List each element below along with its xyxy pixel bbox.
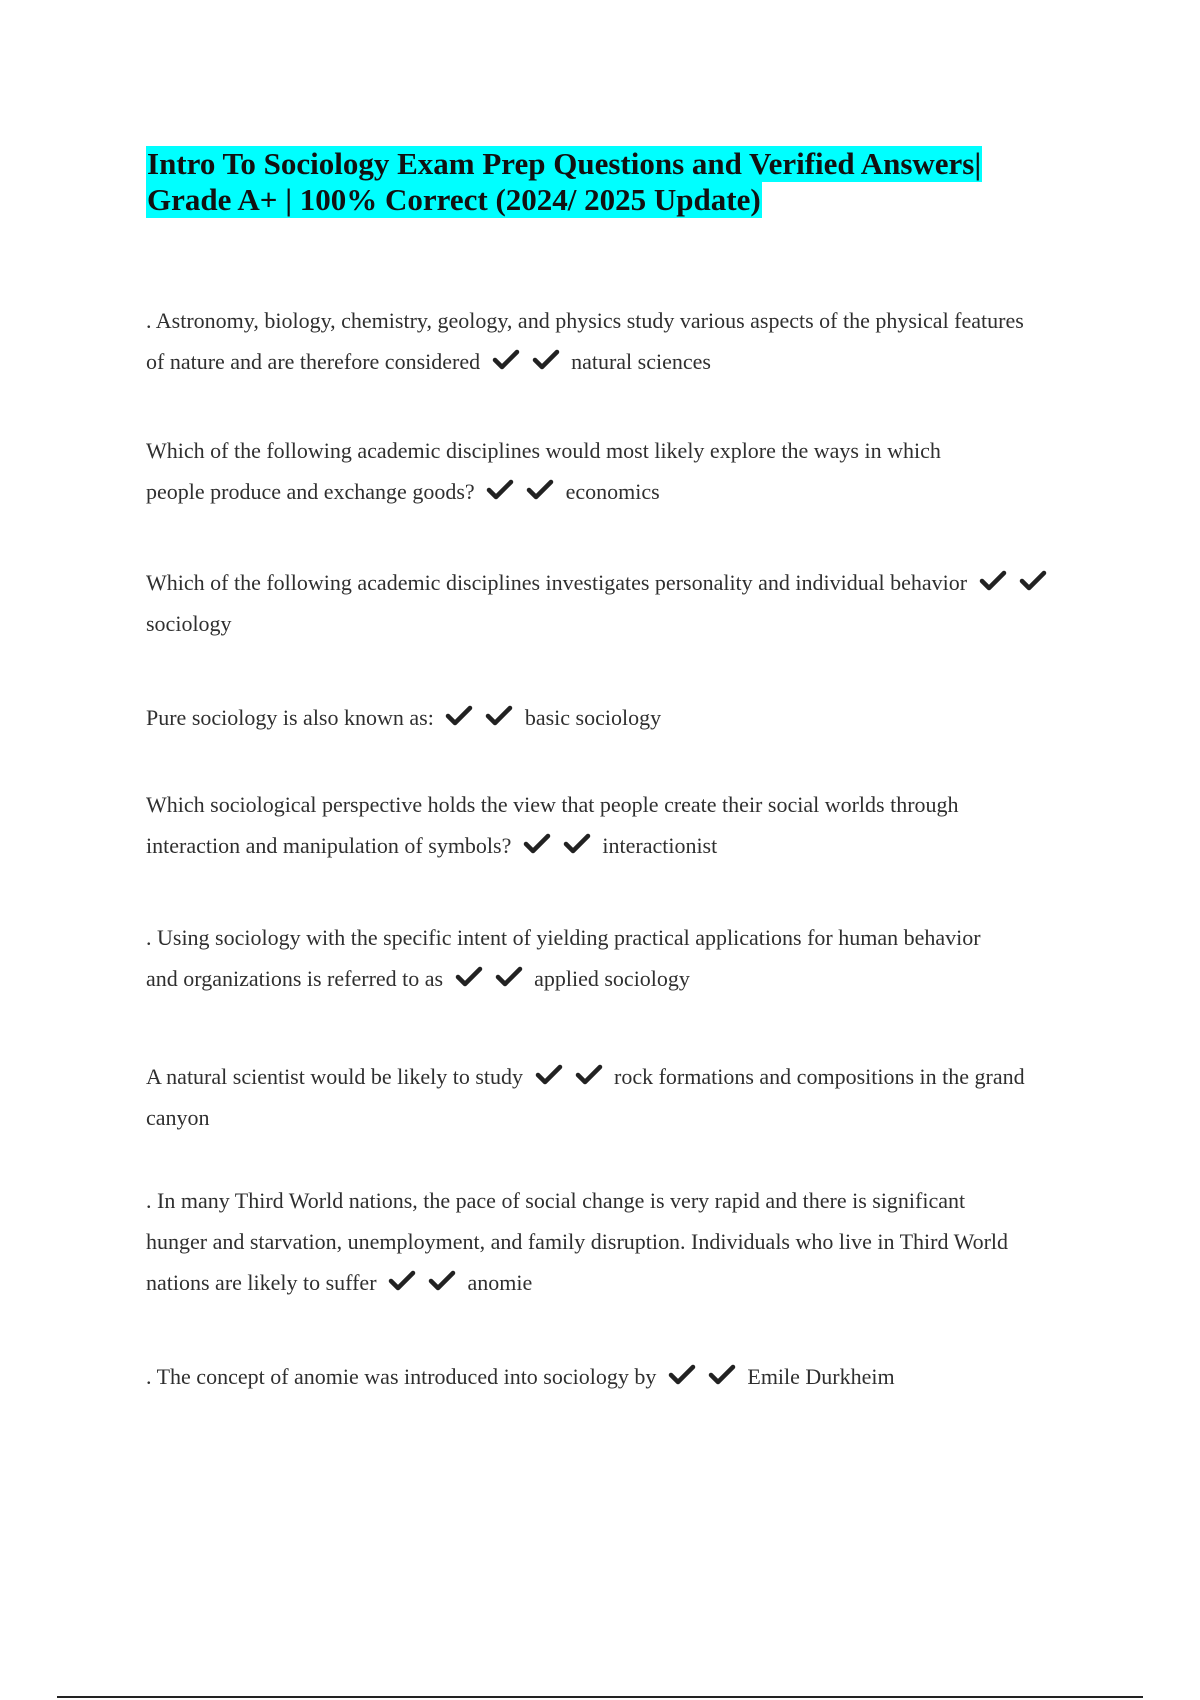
question-text: Which of the following academic disciplines investigates personality and individual behavior [146, 570, 968, 595]
question-text: . Astronomy, biology, chemistry, geology, and physics study various aspects of the physical features of nature and are therefore considered [146, 308, 1024, 374]
answer-text: rock formations and compositions in the grand canyon [146, 1064, 1025, 1130]
question-text: Pure sociology is also known as: [146, 705, 434, 730]
question-text: . Using sociology with the specific intent of yielding practical applications for human behavior and organizations is referred to as [146, 925, 981, 991]
qa-item [146, 784, 976, 866]
check-mark-icon [1019, 570, 1047, 592]
check-mark-icon [575, 1064, 603, 1086]
page-bottom-rule [57, 1696, 1143, 1698]
answer-text: anomie [467, 1270, 533, 1295]
qa-item [146, 697, 1066, 738]
check-mark-icon [486, 479, 514, 501]
check-mark-icon [492, 349, 520, 371]
check-mark-icon [708, 1364, 736, 1386]
check-mark-icon [445, 705, 473, 727]
check-mark-icon [428, 1270, 456, 1292]
check-mark-icon [979, 570, 1007, 592]
check-mark-icon [563, 833, 591, 855]
title-line-1: Intro To Sociology Exam Prep Questions and Verified Answers| [147, 146, 982, 181]
qa-item [146, 917, 991, 999]
answer-text: basic sociology [524, 705, 662, 730]
answer-text: sociology [146, 611, 232, 636]
check-mark-icon [523, 833, 551, 855]
qa-item [146, 562, 1066, 644]
document-title [146, 146, 1046, 218]
check-mark-icon [495, 966, 523, 988]
question-text: . In many Third World nations, the pace of social change is very rapid and there is significant hunger and starvation, unemployment, and family disruption. Individuals who live in Third World nations are likely to suffer [146, 1188, 1009, 1295]
check-mark-icon [668, 1364, 696, 1386]
check-mark-icon [535, 1064, 563, 1086]
qa-item [146, 1356, 1066, 1397]
question-text: Which of the following academic disciplines would most likely explore the ways in which people produce and exchange goods? [146, 438, 941, 504]
qa-item [146, 1056, 1046, 1138]
check-mark-icon [485, 705, 513, 727]
title-line-2: Grade A+ | 100% Correct (2024/ 2025 Update) [147, 182, 761, 217]
check-mark-icon [388, 1270, 416, 1292]
question-text: A natural scientist would be likely to study [146, 1064, 524, 1089]
qa-item [146, 430, 966, 512]
answer-text: Emile Durkheim [747, 1364, 895, 1389]
check-mark-icon [455, 966, 483, 988]
question-text: . The concept of anomie was introduced into sociology by [146, 1364, 657, 1389]
check-mark-icon [526, 479, 554, 501]
qa-item [146, 300, 1046, 382]
answer-text: interactionist [602, 833, 718, 858]
answer-text: applied sociology [534, 966, 690, 991]
answer-text: economics [565, 479, 660, 504]
answer-text: natural sciences [571, 349, 711, 374]
check-mark-icon [532, 349, 560, 371]
question-text: Which sociological perspective holds the view that people create their social worlds through interaction and manipulation of symbols? [146, 792, 959, 858]
qa-item [146, 1180, 1021, 1303]
